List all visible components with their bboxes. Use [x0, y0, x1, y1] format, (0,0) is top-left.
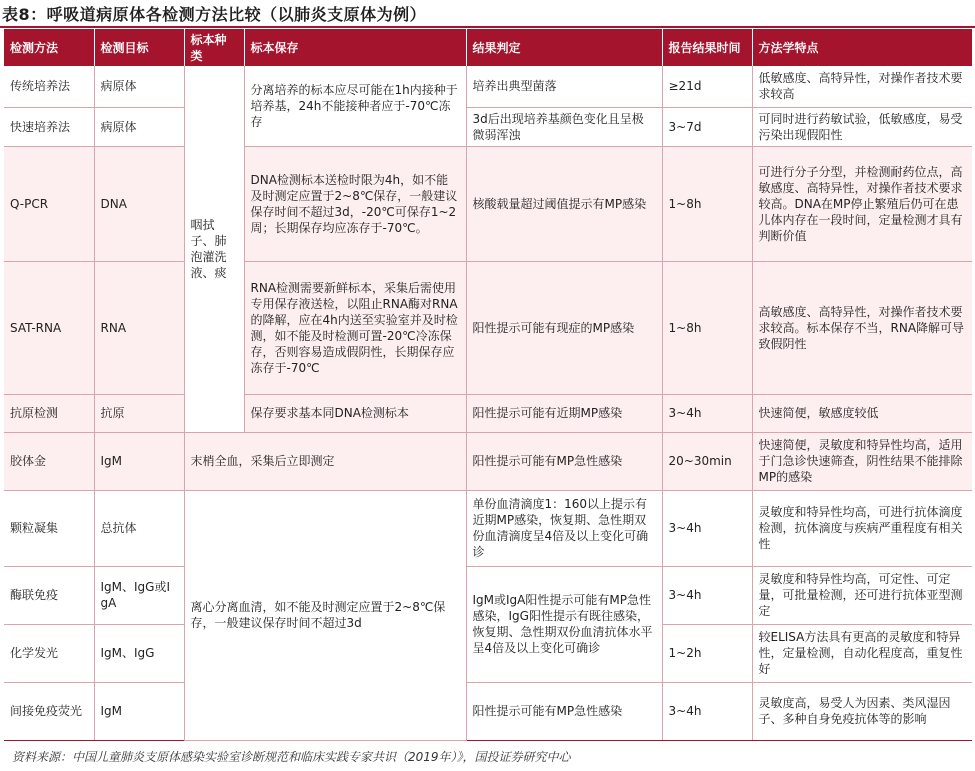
time-cell: 20~30min: [662, 432, 752, 490]
feature-cell: 可同时进行药敏试验，低敏感度，易受污染出现假阳性: [752, 107, 972, 146]
method-cell: 酶联免疫: [4, 566, 94, 624]
method-cell: 颗粒凝集: [4, 490, 94, 566]
table-row: [4, 261, 972, 394]
result-cell: 阳性提示可能有MP急性感染: [466, 432, 662, 490]
result-cell: 3d后出现培养基颜色变化且呈极微弱浑浊: [466, 107, 662, 146]
time-cell: 3~4h: [662, 682, 752, 740]
title-rule: [0, 26, 975, 28]
time-cell: 3~4h: [662, 566, 752, 624]
target-cell: IgM、IgG或IgA: [94, 566, 184, 624]
result-cell: 培养出典型菌落: [466, 66, 662, 107]
result-cell: IgM或IgA阳性提示可能有MP急性感染，IgG阳性提示有既往感染，恢复期、急性期双份血清抗体水平呈4倍及以上变化可确诊: [466, 566, 662, 682]
target-cell: IgM: [94, 682, 184, 740]
result-cell: 单份血清滴度1：160以上提示有近期MP感染，恢复期、急性期双份血清滴度呈4倍及以上变化可确诊: [466, 490, 662, 566]
result-cell: 阳性提示可能有MP急性感染: [466, 682, 662, 740]
target-cell: 抗原: [94, 394, 184, 432]
table-row: [4, 682, 972, 740]
time-cell: 1~2h: [662, 624, 752, 682]
specimen-cell: 咽拭子、肺泡灌洗液、痰: [184, 66, 244, 432]
header-cell: 标本保存: [244, 29, 466, 66]
target-cell: 病原体: [94, 107, 184, 146]
table-row: [4, 66, 972, 107]
table-row: [4, 432, 972, 490]
header-cell: 标本种类: [184, 29, 244, 66]
table-row: [4, 566, 972, 624]
header-cell: 方法学特点: [752, 29, 972, 66]
feature-cell: 快速简便，敏感度较低: [752, 394, 972, 432]
table-row: [4, 146, 972, 261]
specimen-cell: 末梢全血，采集后立即测定: [184, 432, 466, 490]
target-cell: DNA: [94, 146, 184, 261]
result-cell: 阳性提示可能有现症的MP感染: [466, 261, 662, 394]
method-cell: SAT-RNA: [4, 261, 94, 394]
specimen-cell: 离心分离血清，如不能及时测定应置于2~8℃保存，一般建议保存时间不超过3d: [184, 490, 466, 740]
result-cell: 阳性提示可能有近期MP感染: [466, 394, 662, 432]
storage-cell: DNA检测标本送检时限为4h，如不能及时测定应置于2~8℃保存，一般建议保存时间不超过3d，-20℃可保存1~2周；长期保存均应冻存于-70℃。: [244, 146, 466, 261]
feature-cell: 快速简便，灵敏度和特异性均高，适用于门急诊快速筛查，阴性结果不能排除MP的感染: [752, 432, 972, 490]
time-cell: 1~8h: [662, 261, 752, 394]
source-note: 资料来源：中国儿童肺炎支原体感染实验室诊断规范和临床实践专家共识（2019年）》，国投证券研究中心: [12, 750, 571, 764]
storage-cell: RNA检测需要新鲜标本，采集后需使用专用保存液送检，以阻止RNA酶对RNA的降解，应在4h内送至实验室并及时检测，如不能及时检测可置-20℃冷冻保存，否则容易造成假阴性，长期保存应冻存于-70℃: [244, 261, 466, 394]
time-cell: 3~4h: [662, 394, 752, 432]
time-cell: 3~4h: [662, 490, 752, 566]
feature-cell: 低敏感度、高特异性，对操作者技术要求较高: [752, 66, 972, 107]
target-cell: IgM: [94, 432, 184, 490]
feature-cell: 灵敏度高，易受人为因素、类风湿因子、多种自身免疫抗体等的影响: [752, 682, 972, 740]
target-cell: RNA: [94, 261, 184, 394]
storage-cell: 保存要求基本同DNA检测标本: [244, 394, 466, 432]
feature-cell: 灵敏度和特异性均高，可进行抗体滴度检测，抗体滴度与疾病严重程度有相关性: [752, 490, 972, 566]
time-cell: ≥21d: [662, 66, 752, 107]
method-cell: 快速培养法: [4, 107, 94, 146]
time-cell: 1~8h: [662, 146, 752, 261]
header-row: [4, 29, 972, 66]
storage-cell: 分离培养的标本应尽可能在1h内接种于培养基，24h不能接种者应于-70℃冻存: [244, 66, 466, 146]
comparison-table: [4, 29, 972, 741]
time-cell: 3~7d: [662, 107, 752, 146]
table-row: [4, 490, 972, 566]
table-row: [4, 394, 972, 432]
method-cell: 抗原检测: [4, 394, 94, 432]
table-title: 表8：呼吸道病原体各检测方法比较（以肺炎支原体为例）: [2, 5, 427, 24]
header-cell: 检测方法: [4, 29, 94, 66]
table-row: [4, 107, 972, 146]
header-cell: 检测目标: [94, 29, 184, 66]
target-cell: 病原体: [94, 66, 184, 107]
feature-cell: 较ELISA方法具有更高的灵敏度和特异性，定量检测，自动化程度高，重复性好: [752, 624, 972, 682]
result-cell: 核酸载量超过阈值提示有MP感染: [466, 146, 662, 261]
target-cell: IgM、IgG: [94, 624, 184, 682]
method-cell: Q-PCR: [4, 146, 94, 261]
method-cell: 胶体金: [4, 432, 94, 490]
target-cell: 总抗体: [94, 490, 184, 566]
header-cell: 报告结果时间: [662, 29, 752, 66]
header-cell: 结果判定: [466, 29, 662, 66]
feature-cell: 灵敏度和特异性均高，可定性、可定量，可批量检测，还可进行抗体亚型测定: [752, 566, 972, 624]
feature-cell: 可进行分子分型，并检测耐药位点，高敏感度、高特异性，对操作者技术要求较高。DNA在MP停止繁殖后仍可在患儿体内存在一段时间，定量检测才具有判断价值: [752, 146, 972, 261]
feature-cell: 高敏感度、高特异性，对操作者技术要求较高。标本保存不当，RNA降解可导致假阴性: [752, 261, 972, 394]
method-cell: 传统培养法: [4, 66, 94, 107]
method-cell: 化学发光: [4, 624, 94, 682]
method-cell: 间接免疫荧光: [4, 682, 94, 740]
